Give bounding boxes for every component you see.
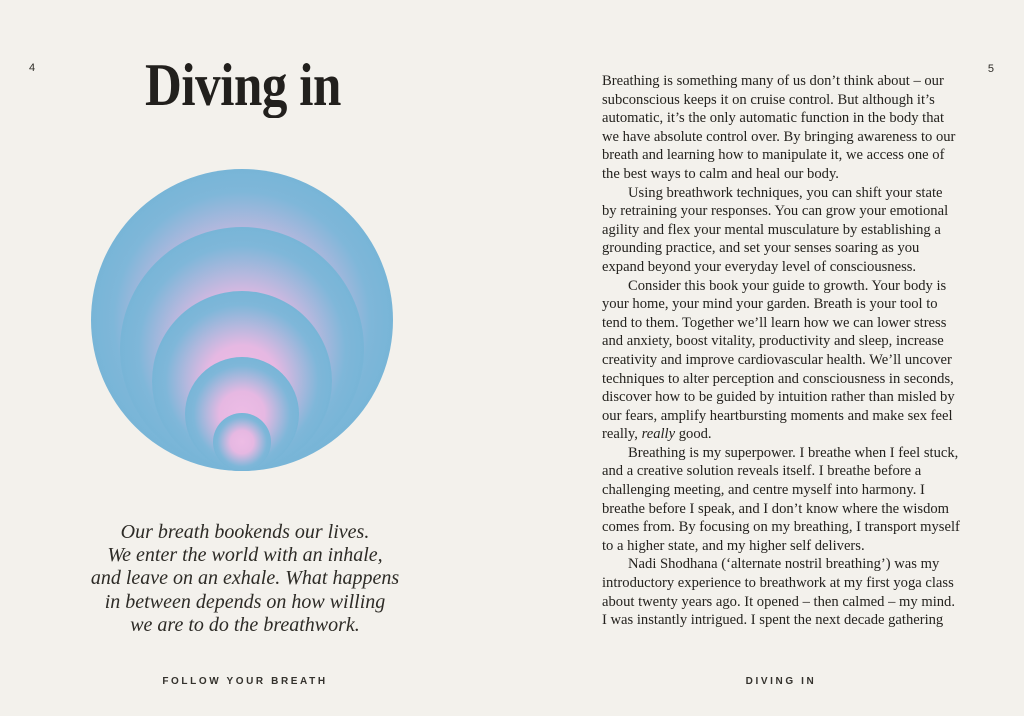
running-footer-left: FOLLOW YOUR BREATH (162, 676, 328, 687)
pull-quote-line: in between depends on how willing (104, 590, 386, 613)
pull-quote-line: and leave on an exhale. What happens (90, 567, 400, 590)
body-paragraph: Consider this book your guide to growth. Your body is your home, your mind your garden. Breath is your tool to tend to them. Together we’ll learn how we can lower stress and anxiety, boost vitality, productivity and sleep, increase creativity and improve cardiovascular health. We’ll uncover techniques to alter perception and consciousness in seconds, discover how to be guided by intuition rather than misled by our fears, amplify heartbursting moments and make sex feel really, really good. (602, 277, 955, 443)
body-paragraph: Breathing is something many of us don’t think about – our subconscious keeps it on cruise control. But although it’s automatic, it’s the only automatic function in the body that we have absolute control over. By bringing awareness to our breath and learning how to manipulate it, we access one of the best ways to calm and heal our body. (602, 73, 956, 182)
gradient-circle-5 (213, 413, 271, 471)
body-paragraph: Using breathwork techniques, you can shift your state by retraining your responses. You can grow your emotional agility and flex your mental musculature by establishing a grounding practice, and set your senses soaring as you expand beyond your everyday level of consciousness. (602, 184, 949, 275)
body-paragraph: Breathing is my superpower. I breathe when I feel stuck, and a creative solution reveals itself. I breathe before a challenging meeting, and centre myself into harmony. I breathe before I speak, and I don’t know where the wisdom comes from. By focusing on my breathing, I transport myself to a higher state, and my higher self delivers. (602, 444, 960, 554)
running-footer-right: DIVING IN (745, 676, 817, 687)
breath-circles-illustration (85, 160, 399, 475)
pull-quote-line: Our breath bookends our lives. (120, 521, 370, 543)
pull-quote-line: we are to do the breathwork. (130, 613, 360, 636)
pull-quote (45, 521, 445, 637)
chapter-title: Diving in (144, 52, 341, 118)
pull-quote-line: We enter the world with an inhale, (107, 544, 383, 567)
body-text (602, 72, 960, 630)
body-paragraph: Nadi Shodhana (‘alternate nostril breathing’) was my introductory experience to breathwork at my first yoga class about twenty years ago. It opened – then calmed – my mind. I was instantly intrigued. I spent the next decade gathering (602, 556, 955, 629)
page-number-right: 5 (987, 63, 994, 75)
page-number-left: 4 (29, 62, 36, 74)
right-page (512, 0, 1024, 716)
